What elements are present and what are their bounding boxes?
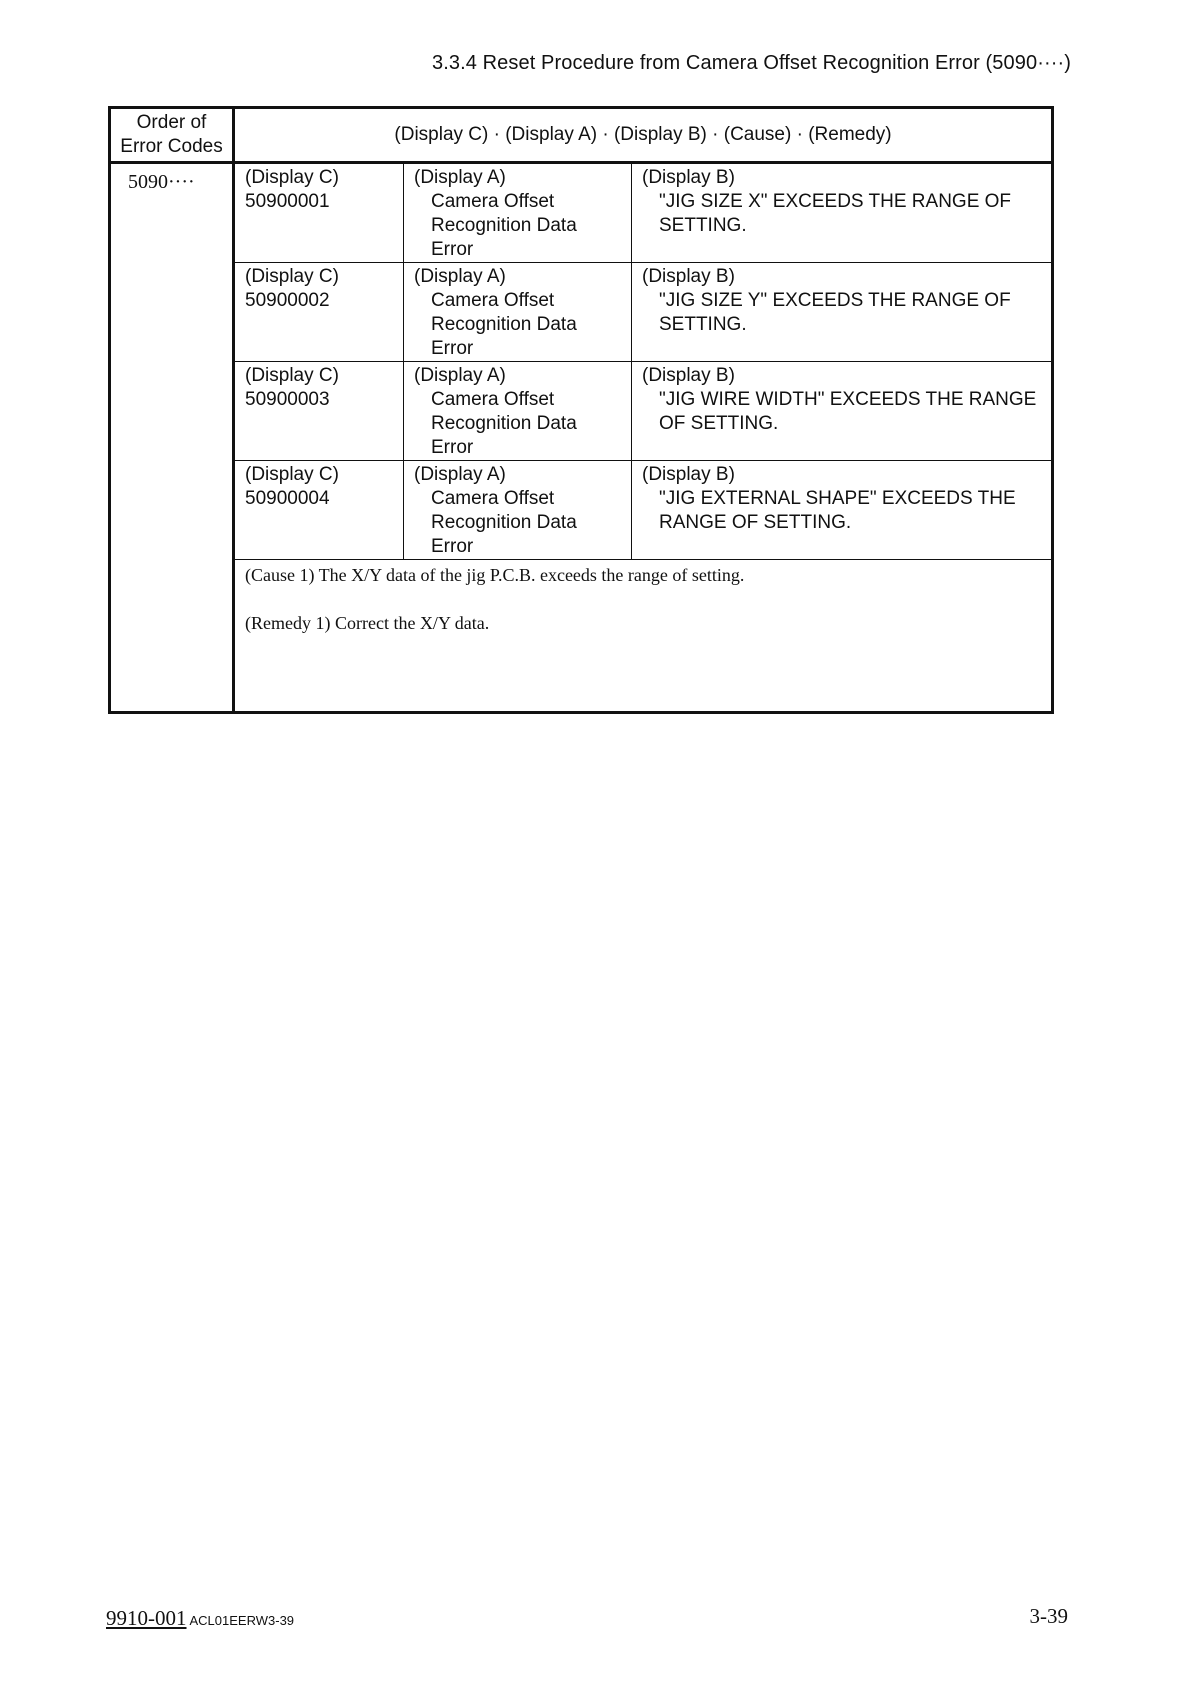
display-a-line3: Error [431,536,474,557]
display-a-cell [404,263,632,362]
display-b-label: (Display B) [642,365,735,386]
display-a-line1: Camera Offset [431,389,555,410]
display-a-line2: Recognition Data [431,215,577,236]
display-c-code: 50900003 [245,389,330,410]
cause-remedy-row [110,560,1053,713]
display-c-label: (Display C) [245,365,339,386]
display-a-cell [404,163,632,263]
display-c-label: (Display C) [245,167,339,188]
display-a-line3: Error [431,437,474,458]
display-a-cell [404,362,632,461]
display-a-label: (Display A) [414,266,506,287]
display-b-text: "JIG EXTERNAL SHAPE" EXCEEDS THE RANGE OF SETTING. [659,488,1016,533]
display-a-line1: Camera Offset [431,290,555,311]
display-c-cell [234,362,404,461]
display-c-label: (Display C) [245,266,339,287]
footer-doc-id [106,1606,294,1631]
table-row [110,163,1053,263]
display-a-line3: Error [431,338,474,359]
display-b-cell [632,163,1053,263]
display-a-line2: Recognition Data [431,413,577,434]
table-header-row [110,108,1053,163]
header-order-line2: Error Codes [120,136,223,157]
cause-remedy-cell [234,560,1053,713]
display-a-cell [404,461,632,560]
display-c-cell [234,163,404,263]
display-a-line1: Camera Offset [431,488,555,509]
display-a-label: (Display A) [414,464,506,485]
display-b-label: (Display B) [642,464,735,485]
display-b-text: "JIG SIZE Y" EXCEEDS THE RANGE OF SETTING. [659,290,1011,335]
display-c-code: 50900002 [245,290,330,311]
footer-doc-code: ACL01EERW3-39 [189,1613,295,1628]
error-code-table [108,106,1054,714]
order-code-cell: 5090···· [110,163,234,713]
display-b-label: (Display B) [642,167,735,188]
display-a-line2: Recognition Data [431,314,577,335]
display-a-line1: Camera Offset [431,191,555,212]
display-b-cell [632,362,1053,461]
table-row [110,263,1053,362]
display-c-cell [234,263,404,362]
display-c-code: 50900001 [245,191,330,212]
footer-doc-number: 9910-001 [106,1606,187,1630]
display-c-cell [234,461,404,560]
footer-page-number: 3-39 [1029,1604,1068,1628]
display-c-label: (Display C) [245,464,339,485]
display-a-line2: Recognition Data [431,512,577,533]
section-title: 3.3.4 Reset Procedure from Camera Offset Recognition Error (5090····) [432,52,1071,74]
table-row [110,461,1053,560]
cause-text: (Cause 1) The X/Y data of the jig P.C.B. exceeds the range of setting. [245,565,745,585]
display-a-line3: Error [431,239,474,260]
display-a-label: (Display A) [414,167,506,188]
remedy-text: (Remedy 1) Correct the X/Y data. [245,613,490,633]
display-a-label: (Display A) [414,365,506,386]
header-columns: (Display C) · (Display A) · (Display B) · (Cause) · (Remedy) [234,108,1053,163]
display-b-text: "JIG WIRE WIDTH" EXCEEDS THE RANGE OF SETTING. [659,389,1037,434]
header-order-line1: Order of [136,112,207,133]
display-b-label: (Display B) [642,266,735,287]
table-row [110,362,1053,461]
display-b-text: "JIG SIZE X" EXCEEDS THE RANGE OF SETTING. [659,191,1012,236]
display-c-code: 50900004 [245,488,330,509]
display-b-cell [632,263,1053,362]
header-order-of-error-codes [110,108,234,163]
display-b-cell [632,461,1053,560]
